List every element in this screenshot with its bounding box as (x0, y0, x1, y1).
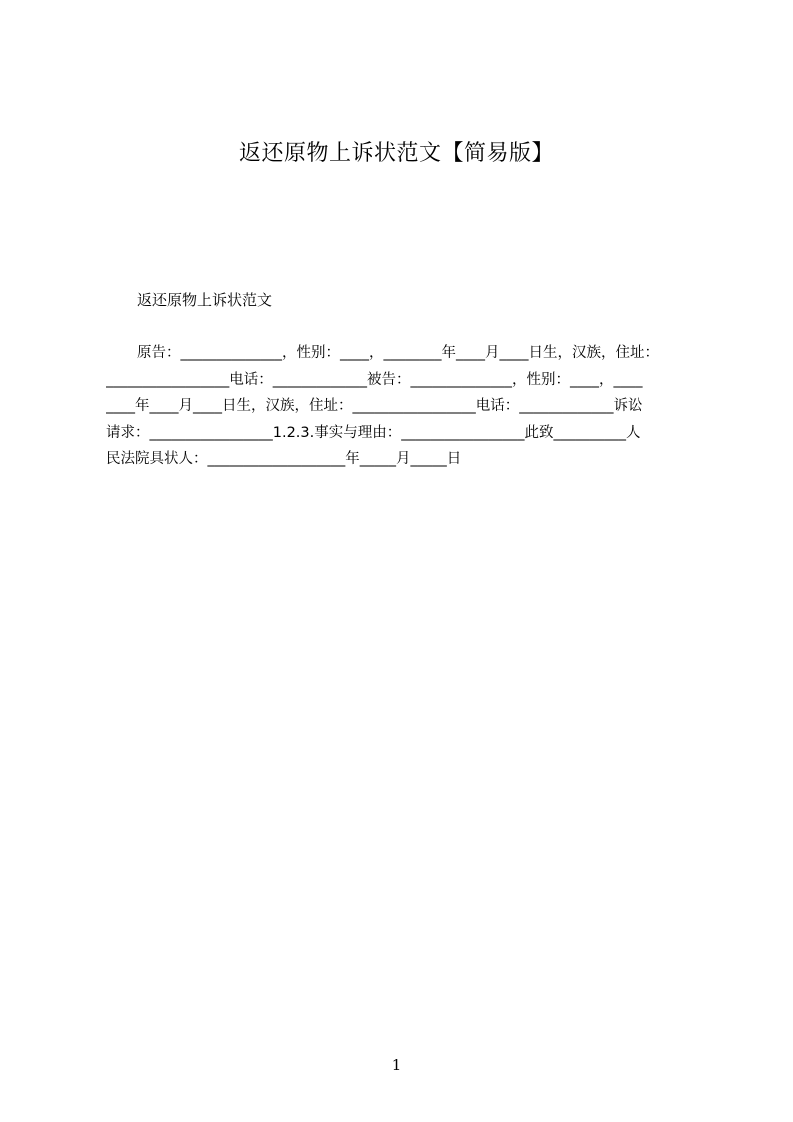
body-line: 原告：______________，性别：____，________年____月____日生，汉族，住址： (137, 345, 659, 361)
document-subtitle: 返还原物上诉状范文 (137, 291, 273, 309)
page-number: 1 (391, 1056, 402, 1074)
document-body (106, 340, 698, 473)
body-line: ____年____月____日生，汉族，住址：_________________电话：_____________诉讼 (106, 398, 643, 414)
body-line: 民法院具状人：___________________年_____月_____日 (106, 451, 462, 467)
document-title: 返还原物上诉状范文【简易版】 (238, 141, 554, 166)
body-line: _________________电话：_____________被告：______________，性别：____，____ (106, 371, 643, 388)
body-line: 请求：_________________1.2.3.事实与理由：_________________此致__________人 (106, 424, 641, 441)
